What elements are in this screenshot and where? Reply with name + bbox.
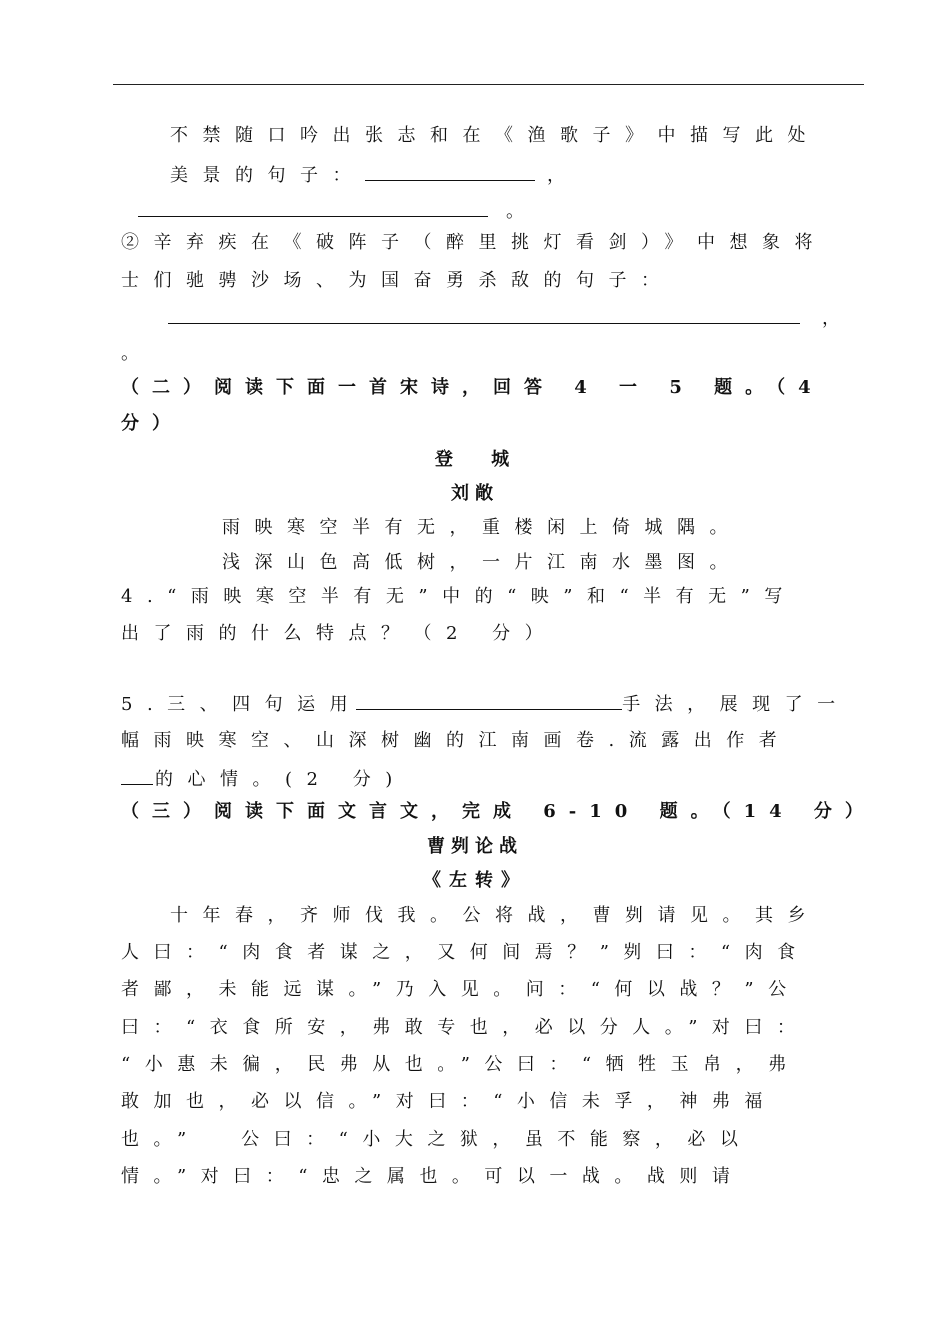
q5-line3 [121, 766, 407, 792]
q4-line2: 出了雨的什么特点？（2 分） [121, 623, 558, 644]
essay-line-1: 十年春，齐师伐我。公将战，曹刿请见。其乡 [170, 905, 820, 926]
section2-heading-cont: 分） [121, 413, 183, 434]
q3-cont-period: 。 [506, 201, 524, 222]
answer-blank[interactable] [138, 198, 488, 217]
answer-blank[interactable] [121, 766, 153, 785]
poem-author: 刘敞 [451, 483, 499, 504]
poem-title: 登 城 [434, 449, 516, 470]
essay-line-3: 者鄙，未能远谋。”乃入见。问：“何以战？”公 [121, 979, 801, 1000]
essay-line-7: 也。” 公曰：“小大之狱，虽不能察，必以 [121, 1129, 753, 1150]
answer-blank[interactable] [168, 305, 800, 324]
essay-line-4: 曰：“衣食所安，弗敢专也，必以分人。”对曰： [121, 1017, 810, 1038]
essay-title: 曹刿论战 [427, 836, 523, 857]
q5-line1-a: 5.三、四句运用 [121, 694, 363, 715]
q5-line2: 幅雨映寒空、山深树幽的江南画卷.流露出作者 [121, 730, 792, 751]
poem-line-2: 浅深山色高低树，一片江南水墨图。 [222, 552, 742, 573]
q3-cont-line3 [138, 198, 524, 224]
section3-heading: （三）阅读下面文言文，完成 6-10 题。（14 分） [121, 801, 876, 822]
section2-heading: （二）阅读下面一首宋诗，回答 4 一 5 题。（4 [121, 377, 824, 398]
q3-2-line3 [168, 305, 840, 331]
q5-line1-b: 手法，展现了一 [622, 694, 850, 715]
essay-line-8: 情。”对曰：“忠之属也。可以一战。战则请 [121, 1166, 745, 1187]
essay-line-2: 人曰：“肉食者谋之，又何间焉？”刿曰：“肉食 [121, 942, 810, 963]
q3-cont-line2 [170, 162, 580, 188]
answer-blank[interactable] [365, 162, 535, 181]
q3-cont-comma: ， [547, 165, 580, 186]
q5-line1 [121, 691, 850, 717]
q3-cont-line2-text: 美景的句子： [170, 165, 365, 186]
q4-line1: 4.“雨映寒空半有无”中的“映”和“半有无”写 [121, 586, 797, 607]
header-rule [113, 84, 864, 85]
q3-cont-line1: 不禁随口吟出张志和在《渔歌子》中描写此处 [170, 125, 820, 146]
q3-2-period: 。 [121, 343, 139, 364]
answer-blank[interactable] [356, 691, 622, 710]
essay-line-5: “小惠未徧，民弗从也。”公曰：“牺牲玉帛，弗 [121, 1054, 801, 1075]
q3-2-comma: ， [822, 308, 840, 329]
q3-2-line2: 士们驰骋沙场、为国奋勇杀敌的句子： [121, 270, 674, 291]
essay-source: 《左转》 [423, 870, 527, 891]
poem-line-1: 雨映寒空半有无，重楼闲上倚城隅。 [222, 517, 742, 538]
q5-line3-text: 的心情。(2 分) [155, 769, 407, 790]
q3-2-line1: ②辛弃疾在《破阵子（醉里挑灯看剑）》中想象将 [121, 232, 827, 253]
essay-line-6: 敢加也，必以信。”对曰：“小信未孚，神弗福 [121, 1091, 777, 1112]
